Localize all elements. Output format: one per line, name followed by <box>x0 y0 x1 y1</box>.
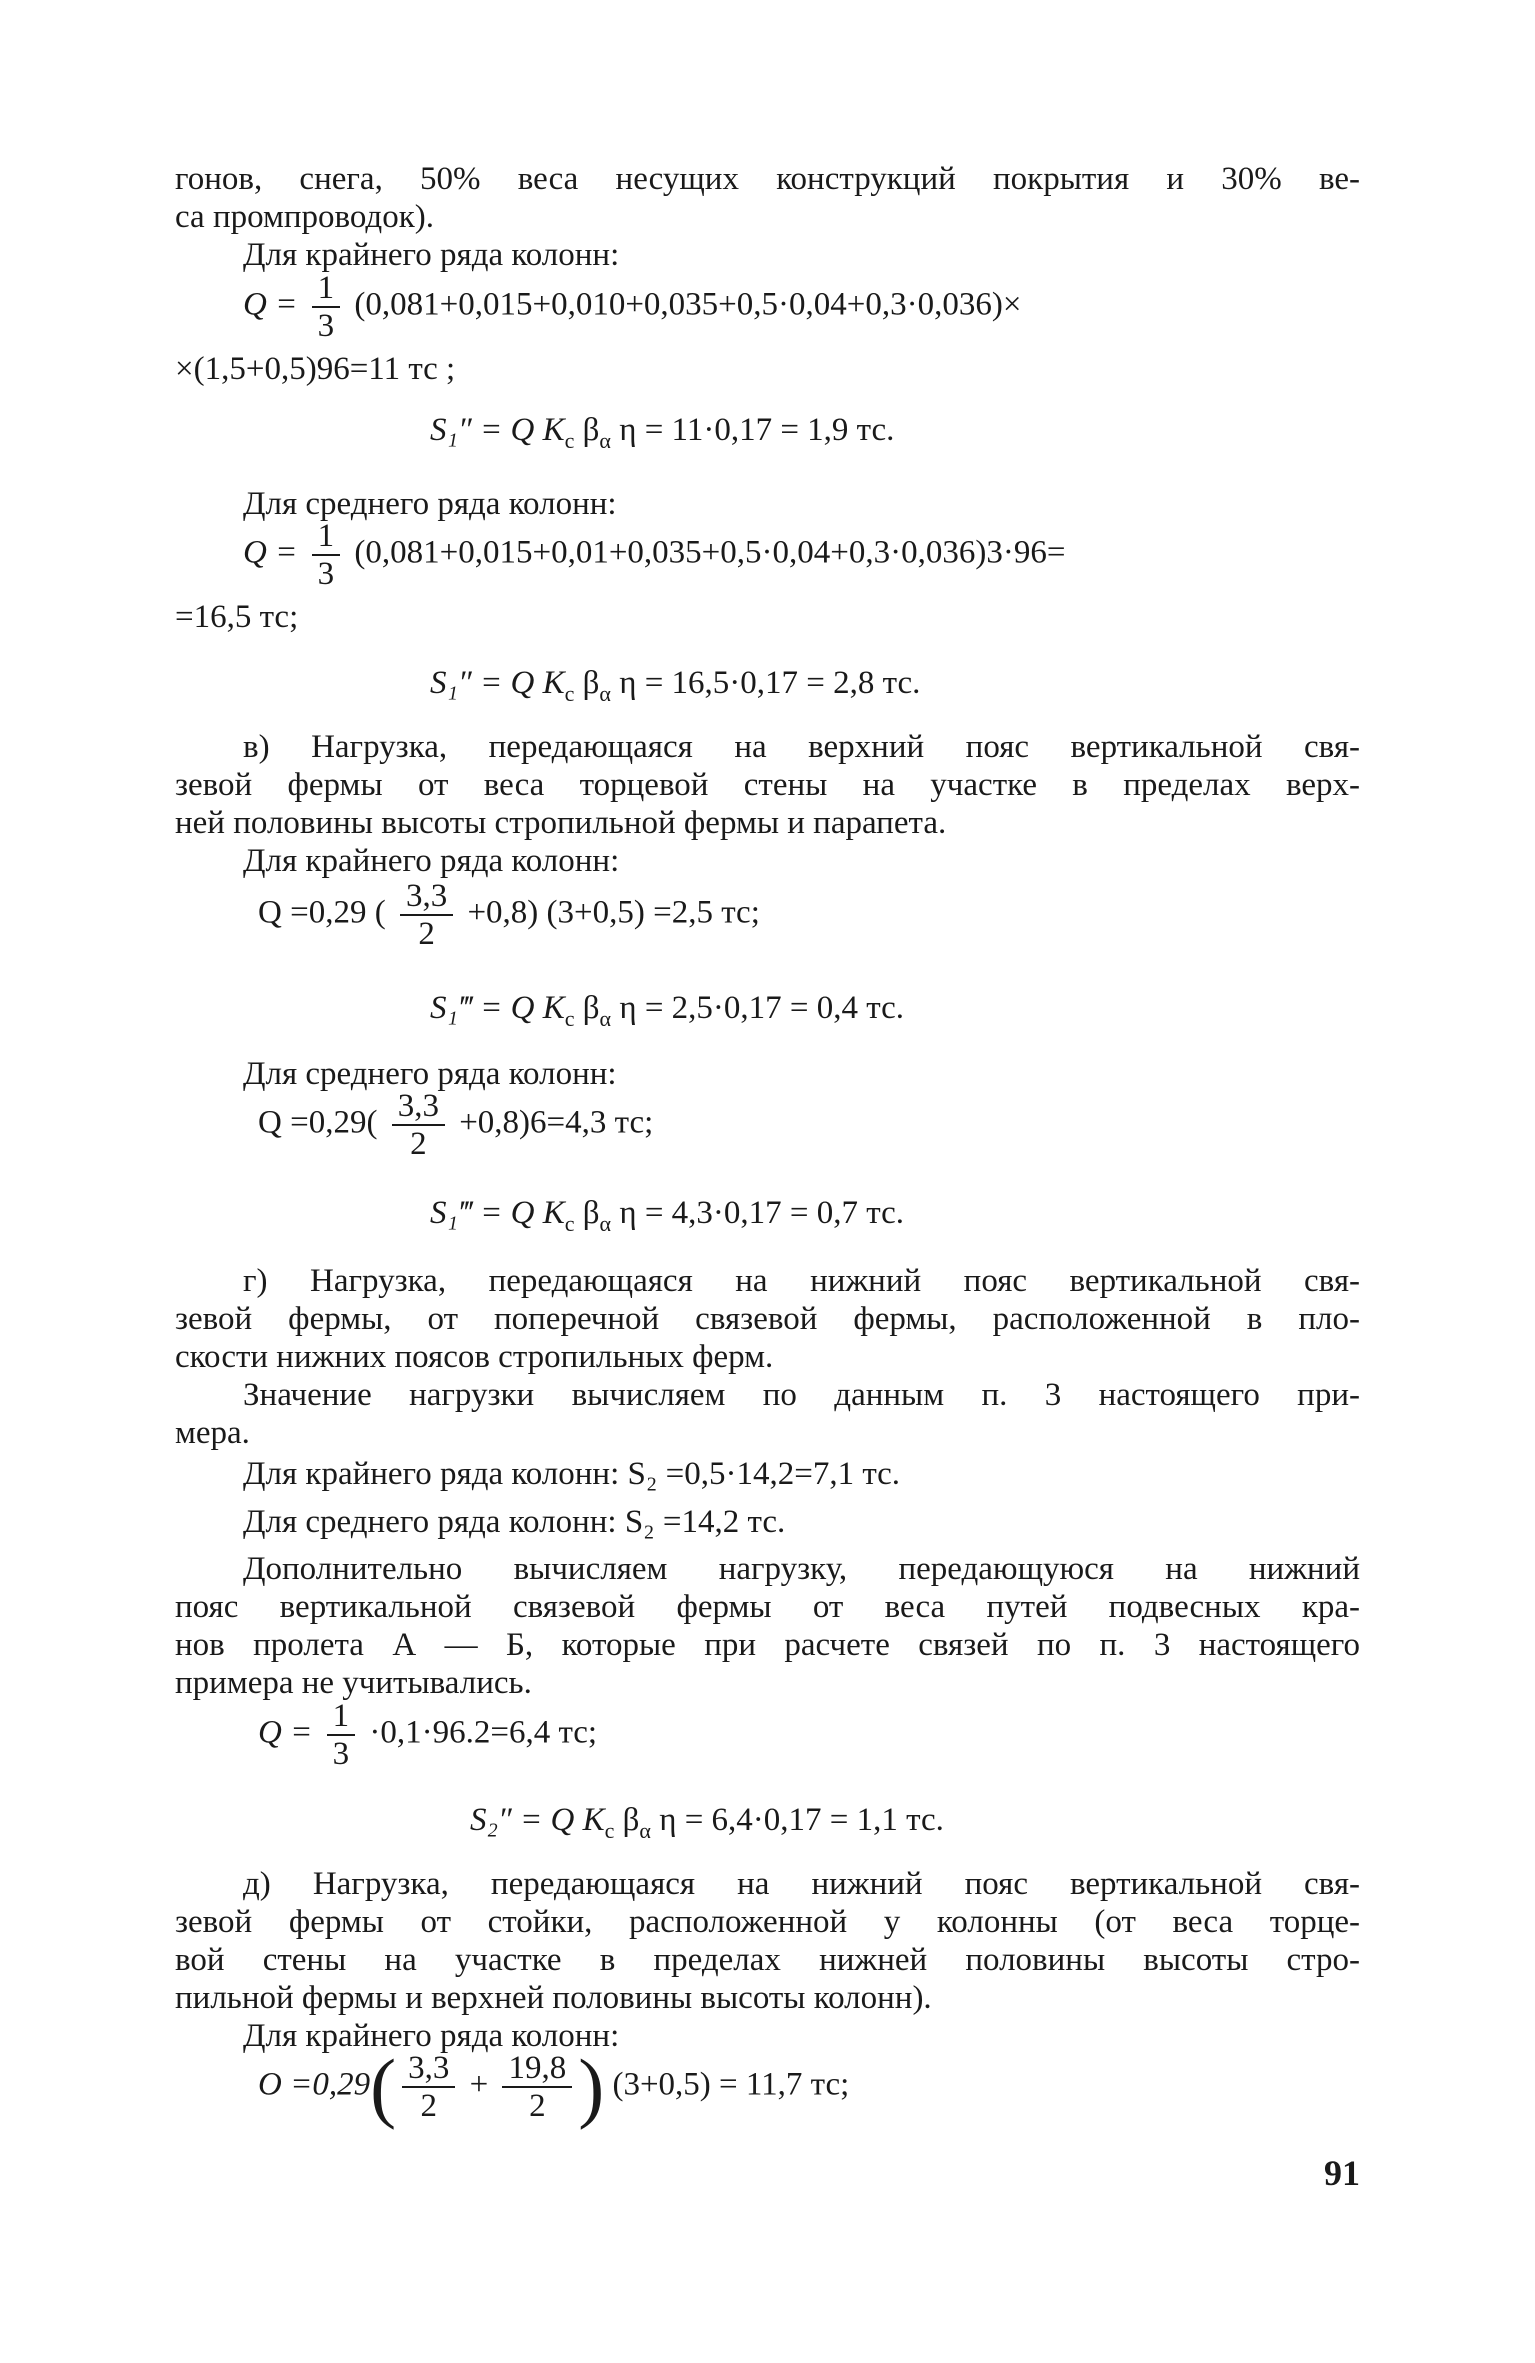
formula-lhs: S₁″ <box>430 412 472 448</box>
formula-q-extreme <box>243 270 1021 344</box>
formula-body: ·0,1·96.2=6,4 тс; <box>369 1714 598 1751</box>
subscript: α <box>639 1818 651 1843</box>
text-line: Для крайнего ряда колонн: <box>243 843 620 879</box>
subscript: с <box>564 681 575 706</box>
formula-prefix: Q =0,29( <box>258 1104 378 1141</box>
text-line: пильной фермы и верхней половины высоты колонн). <box>175 1980 932 2016</box>
text-line: Дополнительно вычисляем нагрузку, передающуюся на нижний <box>243 1551 1360 1587</box>
text-line: Для среднего ряда колонн: S₂ =14,2 тс. <box>243 1504 786 1540</box>
subscript: с <box>564 1211 575 1236</box>
formula-s2 <box>470 1802 944 1844</box>
formula-term: β <box>582 990 600 1026</box>
fraction <box>392 1088 445 1162</box>
subscript: α <box>599 681 611 706</box>
denominator: 2 <box>410 1126 427 1162</box>
text-line: Значение нагрузки вычисляем по данным п. 3 настоящего при- <box>243 1377 1360 1413</box>
text-line: скости нижних поясов стропильных ферм. <box>175 1339 774 1375</box>
formula-body: +0,8)6=4,3 тс; <box>459 1104 654 1141</box>
numerator: 3,3 <box>402 2050 455 2088</box>
formula-term: = Q K <box>480 1195 565 1231</box>
formula-q-wall-middle <box>258 1088 653 1162</box>
text-line: зевой фермы от стойки, расположенной у колонны (от веса торце- <box>175 1904 1360 1940</box>
text-line: Для крайнего ряда колонн: <box>243 237 620 273</box>
formula-o-column <box>258 2043 850 2130</box>
formula-lhs: S₁‴ <box>430 990 472 1026</box>
formula-term: = Q K <box>480 990 565 1026</box>
formula-body: (0,081+0,015+0,01+0,035+0,5·0,04+0,3·0,036)3·96= <box>354 534 1066 571</box>
formula-result: η = 2,5·0,17 = 0,4 тс. <box>619 990 905 1026</box>
denominator: 3 <box>332 1736 350 1772</box>
formula-q-wall-extreme <box>258 878 760 952</box>
numerator: 1 <box>327 1698 356 1736</box>
page-number: 91 <box>1324 2153 1360 2193</box>
formula-lhs: S₂″ <box>470 1802 512 1838</box>
fraction <box>402 2050 455 2124</box>
formula-s1-extreme <box>430 412 894 454</box>
text-line: гонов, снега, 50% веса несущих конструкций покрытия и 30% ве- <box>175 161 1360 197</box>
formula-result: η = 6,4·0,17 = 1,1 тс. <box>659 1802 944 1838</box>
formula-term: β <box>582 665 600 701</box>
formula-prefix: Q = <box>243 286 298 323</box>
formula-q-cranes <box>258 1698 597 1772</box>
formula-result: η = 4,3·0,17 = 0,7 тс. <box>619 1195 905 1231</box>
formula-s1-wall-extreme <box>430 990 904 1032</box>
fraction <box>502 2050 572 2124</box>
text-line: са промпроводок). <box>175 199 434 235</box>
text-line: в) Нагрузка, передающаяся на верхний пояс вертикальной свя- <box>243 729 1360 765</box>
formula-term: = Q K <box>479 665 565 701</box>
formula-term: β <box>582 412 600 448</box>
formula-s1-wall-middle <box>430 1195 904 1237</box>
text-line: Для среднего ряда колонн: <box>243 486 617 522</box>
formula-prefix: O =0,29 <box>258 2066 371 2103</box>
right-paren: ) <box>578 2043 605 2130</box>
formula-continuation: ×(1,5+0,5)96=11 тс ; <box>175 351 456 387</box>
fraction <box>400 878 453 952</box>
subscript: α <box>599 1211 612 1236</box>
plus-sign: + <box>469 2066 489 2103</box>
formula-body: (3+0,5) = 11,7 тс; <box>612 2066 850 2103</box>
subscript: с <box>604 1818 615 1843</box>
fraction <box>312 518 341 592</box>
formula-body: +0,8) (3+0,5) =2,5 тс; <box>467 894 760 931</box>
text-line: вой стены на участке в пределах нижней половины высоты стро- <box>175 1942 1360 1978</box>
fraction <box>327 1698 356 1772</box>
text-line: зевой фермы от веса торцевой стены на участке в пределах верх- <box>175 767 1360 803</box>
text-line: зевой фермы, от поперечной связевой фермы, расположенной в пло- <box>175 1301 1360 1337</box>
denominator: 3 <box>317 556 335 592</box>
denominator: 2 <box>529 2088 546 2124</box>
formula-prefix: Q = <box>243 534 298 571</box>
text-line: нов пролета А — Б, которые при расчете связей по п. 3 настоящего <box>175 1627 1360 1663</box>
numerator: 1 <box>312 270 341 308</box>
subscript: α <box>599 428 611 453</box>
text-line: Для среднего ряда колонн: <box>243 1056 617 1092</box>
formula-prefix: Q = <box>258 1714 313 1751</box>
formula-s1-middle <box>430 665 920 707</box>
text-line: д) Нагрузка, передающаяся на нижний пояс вертикальной свя- <box>243 1866 1360 1902</box>
text-line: ней половины высоты стропильной фермы и парапета. <box>175 805 947 841</box>
formula-prefix: Q =0,29 ( <box>258 894 386 931</box>
formula-term: = Q K <box>519 1802 605 1838</box>
subscript: с <box>564 428 575 453</box>
text-line: мера. <box>175 1415 250 1451</box>
left-paren: ( <box>370 2043 397 2130</box>
formula-term: = Q K <box>479 412 565 448</box>
formula-continuation: =16,5 тс; <box>175 599 299 635</box>
text-line: Для крайнего ряда колонн: <box>243 2018 620 2054</box>
formula-term: β <box>622 1802 640 1838</box>
formula-result: η = 16,5·0,17 = 2,8 тс. <box>619 665 921 701</box>
text-line: Для крайнего ряда колонн: S₂ =0,5·14,2=7,1 тс. <box>243 1456 901 1492</box>
formula-lhs: S₁‴ <box>430 1195 472 1231</box>
subscript: α <box>599 1006 612 1031</box>
subscript: с <box>564 1006 575 1031</box>
formula-body: (0,081+0,015+0,010+0,035+0,5·0,04+0,3·0,036)× <box>354 286 1022 323</box>
denominator: 2 <box>418 916 435 952</box>
numerator: 3,3 <box>392 1088 445 1126</box>
denominator: 2 <box>420 2088 437 2124</box>
formula-lhs: S₁″ <box>430 665 472 701</box>
numerator: 3,3 <box>400 878 453 916</box>
formula-q-middle <box>243 518 1065 592</box>
numerator: 1 <box>312 518 341 556</box>
numerator: 19,8 <box>502 2050 572 2088</box>
formula-result: η = 11·0,17 = 1,9 тс. <box>619 412 895 448</box>
denominator: 3 <box>317 308 335 344</box>
formula-term: β <box>582 1195 600 1231</box>
text-line: примера не учитывались. <box>175 1665 532 1701</box>
text-line: г) Нагрузка, передающаяся на нижний пояс вертикальной свя- <box>243 1263 1360 1299</box>
fraction <box>312 270 341 344</box>
text-line: пояс вертикальной связевой фермы от веса путей подвесных кра- <box>175 1589 1360 1625</box>
